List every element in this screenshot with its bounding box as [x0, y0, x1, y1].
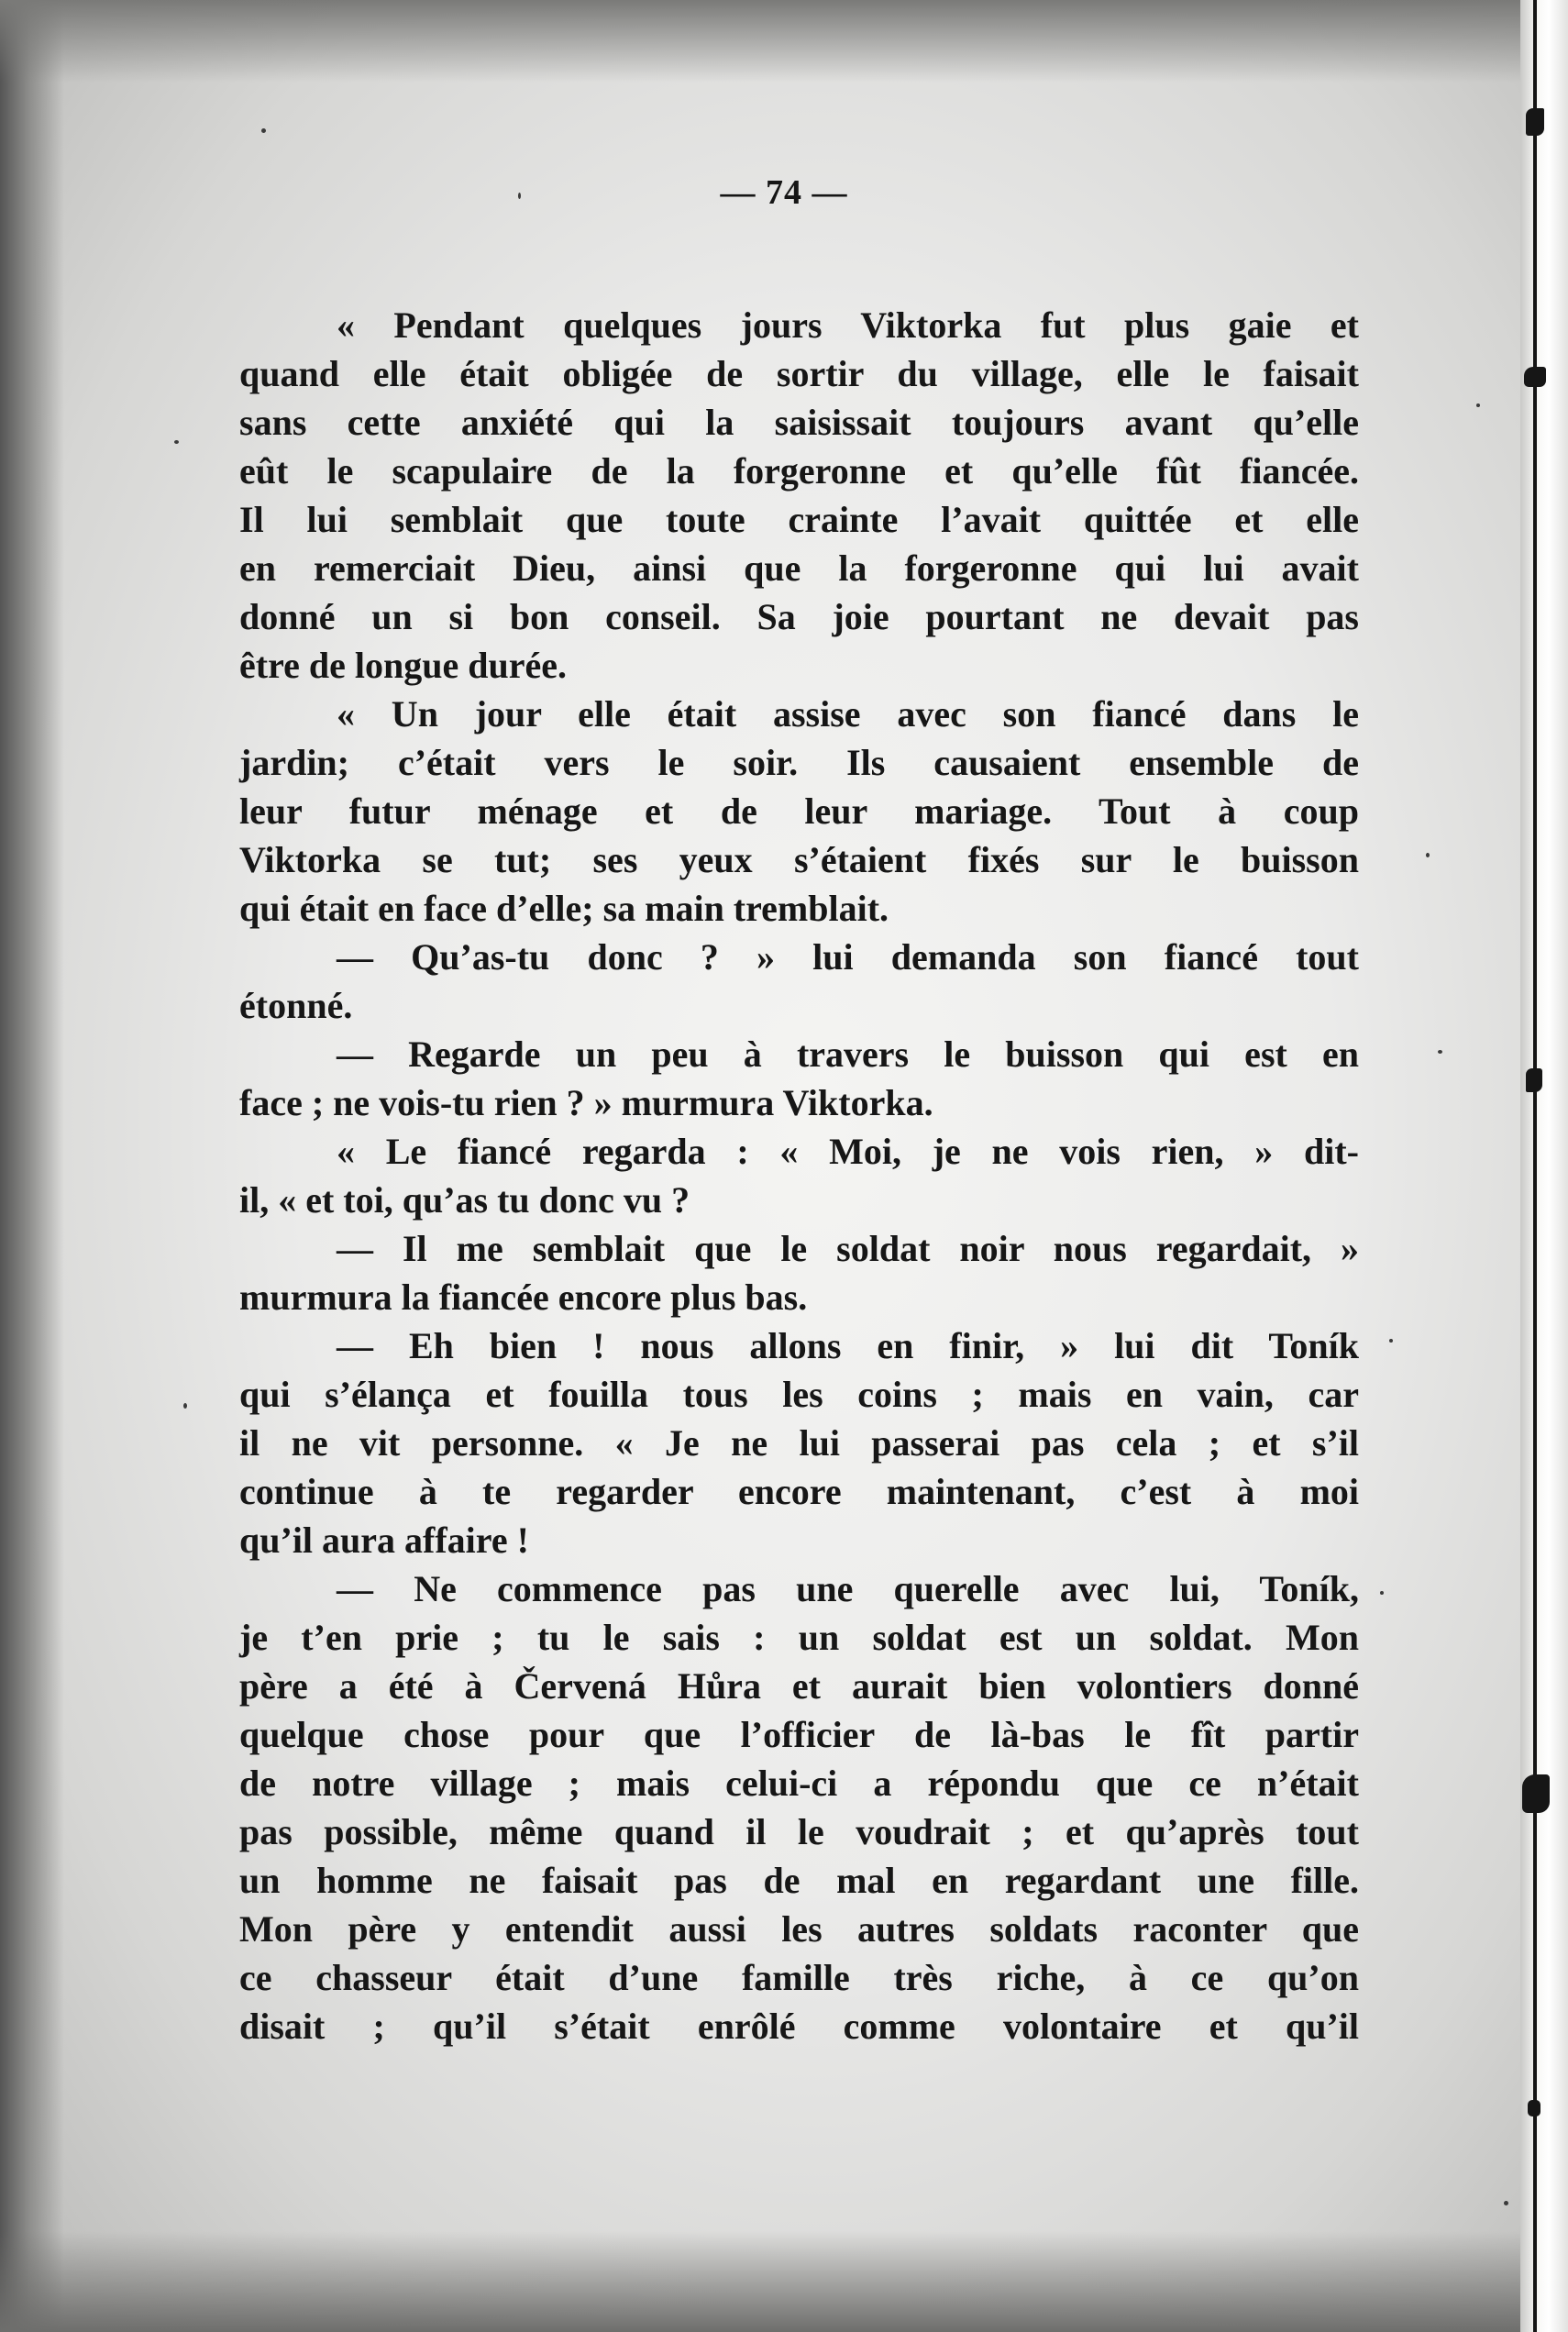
- text-line: de notre village ; mais celui-ci a répondu que ce n’était: [239, 1763, 1359, 1804]
- text-line: il, « et toi, qu’as tu donc vu ?: [239, 1179, 690, 1221]
- paragraph: [239, 690, 1359, 933]
- paragraph: [239, 1564, 1359, 2050]
- text-line: eût le scapulaire de la forgeronne et qu’elle fût fiancée.: [239, 450, 1359, 492]
- paragraph: [239, 1321, 1359, 1564]
- paragraph: [239, 301, 1359, 690]
- paragraph: [239, 1224, 1359, 1321]
- paragraph: [239, 1030, 1359, 1127]
- text-line: Mon père y entendit aussi les autres soldats raconter que: [239, 1908, 1359, 1950]
- page-shadow-left: [0, 0, 64, 2332]
- page-shadow-bottom: [0, 2231, 1568, 2332]
- text-line: Viktorka se tut; ses yeux s’étaient fixés sur le buisson: [239, 839, 1359, 880]
- text-line: quelque chose pour que l’officier de là-bas le fît partir: [239, 1714, 1359, 1755]
- text-line: continue à te regarder encore maintenant, c’est à moi: [239, 1471, 1359, 1512]
- text-line: père a été à Červená Hůra et aurait bien volontiers donné: [239, 1665, 1359, 1707]
- dust-speck: [1426, 853, 1430, 857]
- text-line: en remerciait Dieu, ainsi que la forgeronne qui lui avait: [239, 547, 1359, 589]
- text-line: disait ; qu’il s’était enrôlé comme volontaire et qu’il: [239, 2006, 1359, 2047]
- text-line: qui s’élança et fouilla tous les coins ; mais en vain, car: [239, 1374, 1359, 1415]
- page-number: — 74 —: [720, 173, 848, 212]
- dust-speck: [1380, 1591, 1384, 1595]
- dust-speck: [261, 128, 266, 133]
- text-line: donné un si bon conseil. Sa joie pourtant ne devait pas: [239, 596, 1359, 637]
- ink-blot: [1522, 1774, 1550, 1813]
- spine-edge-line: [1533, 0, 1537, 2332]
- text-line: — Il me semblait que le soldat noir nous regardait, »: [337, 1228, 1359, 1269]
- ink-blot: [1528, 2100, 1540, 2116]
- text-line: « Pendant quelques jours Viktorka fut plus gaie et: [337, 304, 1359, 346]
- text-line: il ne vit personne. « Je ne lui passerai pas cela ; et s’il: [239, 1422, 1359, 1464]
- text-line: Il lui semblait que toute crainte l’avait quittée et elle: [239, 499, 1359, 540]
- dust-speck: [183, 1403, 187, 1409]
- text-line: murmura la fiancée encore plus bas.: [239, 1277, 808, 1318]
- text-line: jardin; c’était vers le soir. Ils causaient ensemble de: [239, 742, 1359, 783]
- ink-blot: [1526, 108, 1544, 136]
- text-line: leur futur ménage et de leur mariage. Tout à coup: [239, 790, 1359, 832]
- text-line: — Qu’as-tu donc ? » lui demanda son fiancé tout: [337, 936, 1359, 978]
- paragraph: [239, 933, 1359, 1030]
- text-line: quand elle était obligée de sortir du village, elle le faisait: [239, 353, 1359, 394]
- text-line: qu’il aura affaire !: [239, 1520, 529, 1561]
- text-line: face ; ne vois-tu rien ? » murmura Viktorka.: [239, 1082, 933, 1123]
- text-line: — Regarde un peu à travers le buisson qui est en: [337, 1033, 1359, 1075]
- text-line: étonné.: [239, 985, 353, 1026]
- text-line: « Le fiancé regarda : « Moi, je ne vois rien, » dit-: [337, 1131, 1359, 1172]
- ink-blot: [1524, 367, 1546, 387]
- dust-speck: [1476, 403, 1480, 407]
- text-line: — Ne commence pas une querelle avec lui, Toník,: [337, 1568, 1359, 1609]
- text-line: un homme ne faisait pas de mal en regardant une fille.: [239, 1860, 1359, 1901]
- body-text: [239, 301, 1359, 2050]
- dust-speck: [1504, 2201, 1508, 2205]
- page-shadow-top: [0, 0, 1568, 83]
- dust-speck: [174, 440, 179, 444]
- text-line: ce chasseur était d’une famille très riche, à ce qu’on: [239, 1957, 1359, 1998]
- dust-speck: [1389, 1339, 1393, 1343]
- text-line: — Eh bien ! nous allons en finir, » lui dit Toník: [337, 1325, 1359, 1366]
- paragraph: [239, 1127, 1359, 1224]
- text-line: pas possible, même quand il le voudrait ; et qu’après tout: [239, 1811, 1359, 1852]
- ink-blot: [1526, 1068, 1542, 1092]
- text-line: être de longue durée.: [239, 645, 567, 686]
- dust-speck: [1438, 1050, 1442, 1054]
- text-line: sans cette anxiété qui la saisissait toujours avant qu’elle: [239, 402, 1359, 443]
- text-line: « Un jour elle était assise avec son fiancé dans le: [337, 693, 1359, 735]
- text-line: je t’en prie ; tu le sais : un soldat est un soldat. Mon: [239, 1617, 1359, 1658]
- book-spine: [1520, 0, 1568, 2332]
- text-line: qui était en face d’elle; sa main tremblait.: [239, 888, 889, 929]
